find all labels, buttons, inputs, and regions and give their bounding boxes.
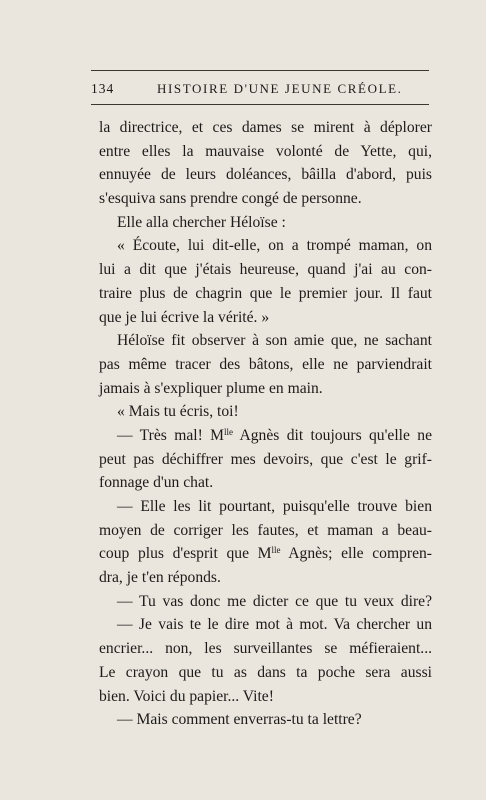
text-line: entre elles la mauvaise volonté de Yette, qui, <box>99 142 432 160</box>
body-text <box>99 116 432 732</box>
text-segment: Agnès dit toujours qu'elle ne <box>233 426 432 444</box>
text-line <box>99 542 432 566</box>
text-line: Héloïse fit observer à son amie que, ne sachant <box>117 332 432 350</box>
text-line: jamais à s'expliquer plume en main. <box>99 379 323 397</box>
header-rule-top <box>91 70 429 71</box>
text-segment: — Très mal! M <box>117 426 224 444</box>
text-line: que je lui écrive la vérité. » <box>99 308 270 326</box>
text-line: « Écoute, lui dit-elle, on a trompé maman, on <box>117 237 432 255</box>
text-line: Elle alla chercher Héloïse : <box>117 213 286 231</box>
running-title: HISTOIRE D'UNE JEUNE CRÉOLE. <box>157 81 403 96</box>
text-line: bien. Voici du papier... Vite! <box>99 687 274 705</box>
text-line: — Tu vas donc me dicter ce que tu veux dire? <box>117 592 432 610</box>
text-line: la directrice, et ces dames se mirent à déplorer <box>99 119 432 136</box>
text-line: peut pas déchiffrer mes devoirs, que c'est le grif- <box>99 450 432 468</box>
superscript: lle <box>271 545 281 556</box>
text-segment: coup plus d'esprit que M <box>99 545 272 563</box>
text-line: Le crayon que tu as dans ta poche sera aussi <box>99 663 432 681</box>
text-line: — Mais comment enverras-tu ta lettre? <box>117 711 362 729</box>
text-line: pas même tracer des bâtons, elle ne parviendrait <box>99 355 432 373</box>
text-line: fonnage d'un chat. <box>99 474 214 492</box>
header-rule-bottom <box>91 104 429 105</box>
text-line <box>99 424 432 448</box>
text-line: ennuyée de leurs doléances, bâilla d'abord, puis <box>99 166 432 184</box>
superscript: lle <box>224 426 233 437</box>
text-line: moyen de corriger les fautes, et maman a beau- <box>99 521 432 539</box>
text-line: s'esquiva sans prendre congé de personne. <box>99 190 362 208</box>
text-line: — Elle les lit pourtant, puisqu'elle trouve bien <box>117 498 432 515</box>
running-header <box>91 80 429 98</box>
text-line: — Je vais te le dire mot à mot. Va chercher un <box>117 616 432 634</box>
text-line: traire plus de chagrin que le premier jour. Il faut <box>99 284 432 302</box>
text-line: lui a dit que j'étais heureuse, quand j'ai au con- <box>99 261 432 279</box>
text-segment: Agnès; elle compren- <box>280 545 432 563</box>
text-line: dra, je t'en réponds. <box>99 569 221 587</box>
page-number: 134 <box>91 81 115 96</box>
text-line: encrier... non, les surveillantes se méfieraient... <box>99 640 432 658</box>
text-line: « Mais tu écris, toi! <box>117 403 239 421</box>
